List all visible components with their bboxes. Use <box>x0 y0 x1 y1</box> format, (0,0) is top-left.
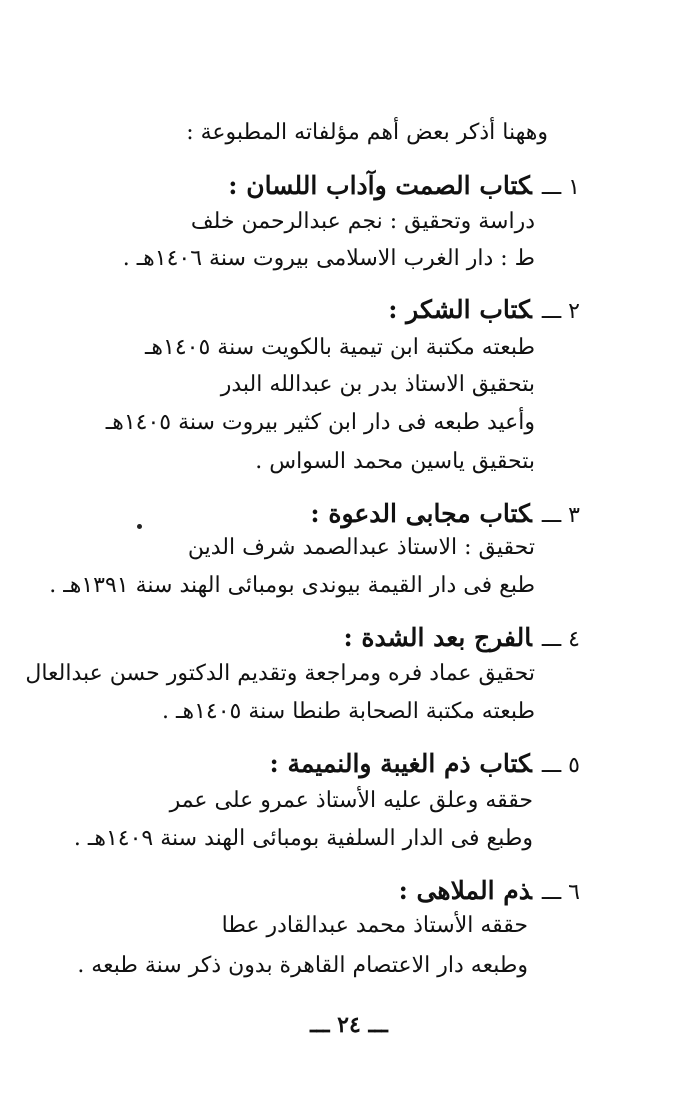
entry-number: ٢ ـــ <box>541 299 580 324</box>
entry-5-heading <box>270 751 580 777</box>
entry-2-line-3: وأعيد طبعه فى دار ابن كثير بيروت سنة ١٤٠٥هـ <box>105 410 535 435</box>
entry-number: ٤ ـــ <box>541 627 580 652</box>
entry-2-line-4: بتحقيق ياسين محمد السواس . <box>255 449 535 474</box>
entry-number: ١ ـــ <box>541 175 580 200</box>
entry-2-line-2: بتحقيق الاستاذ بدر بن عبدالله البدر <box>220 372 535 397</box>
print-speck <box>137 524 142 529</box>
entry-4-line-1: تحقيق عماد فره ومراجعة وتقديم الدكتور حسن عبدالعال <box>25 661 535 686</box>
entry-4-heading <box>343 625 580 651</box>
entry-1-line-1: دراسة وتحقيق : نجم عبدالرحمن خلف <box>190 209 535 234</box>
entry-title: كتاب الصمت وآداب اللسان : <box>228 171 532 200</box>
entry-1-heading <box>228 173 580 199</box>
entry-number: ٦ ـــ <box>541 880 580 905</box>
entry-number: ٥ ـــ <box>541 753 580 778</box>
entry-title: الفرج بعد الشدة : <box>343 623 532 652</box>
entry-number: ٣ ـــ <box>541 503 580 528</box>
entry-4-line-2: طبعته مكتبة الصحابة طنطا سنة ١٤٠٥هـ . <box>162 699 535 724</box>
entry-3-heading <box>310 501 580 527</box>
entry-2-heading <box>388 297 580 323</box>
entry-6-line-2: وطبعه دار الاعتصام القاهرة بدون ذكر سنة طبعه . <box>77 953 528 978</box>
entry-5-line-1: حققه وعلق عليه الأستاذ عمرو على عمر <box>169 788 533 813</box>
entry-6-line-1: حققه الأستاذ محمد عبدالقادر عطا <box>221 913 528 938</box>
entry-title: ذم الملاهى : <box>398 876 532 905</box>
page-number: ـــ ٢٤ ـــ <box>310 1012 388 1038</box>
entry-title: كتاب الشكر : <box>388 295 532 324</box>
entry-3-line-1: تحقيق : الاستاذ عبدالصمد شرف الدين <box>187 535 535 560</box>
entry-6-heading <box>399 878 580 904</box>
entry-3-line-2: طبع فى دار القيمة بيوندى بومبائى الهند سنة ١٣٩١هـ . <box>49 573 535 598</box>
intro-line: وههنا أذكر بعض أهم مؤلفاته المطبوعة : <box>186 120 548 145</box>
entry-1-line-2: ط : دار الغرب الاسلامى بيروت سنة ١٤٠٦هـ . <box>122 246 535 271</box>
entry-5-line-2: وطبع فى الدار السلفية بومبائى الهند سنة ١٤٠٩هـ . <box>73 826 533 851</box>
entry-title: كتاب ذم الغيبة والنميمة : <box>269 749 532 778</box>
entry-title: كتاب مجابى الدعوة : <box>310 499 532 528</box>
entry-2-line-1: طبعته مكتبة ابن تيمية بالكويت سنة ١٤٠٥هـ <box>144 335 535 360</box>
